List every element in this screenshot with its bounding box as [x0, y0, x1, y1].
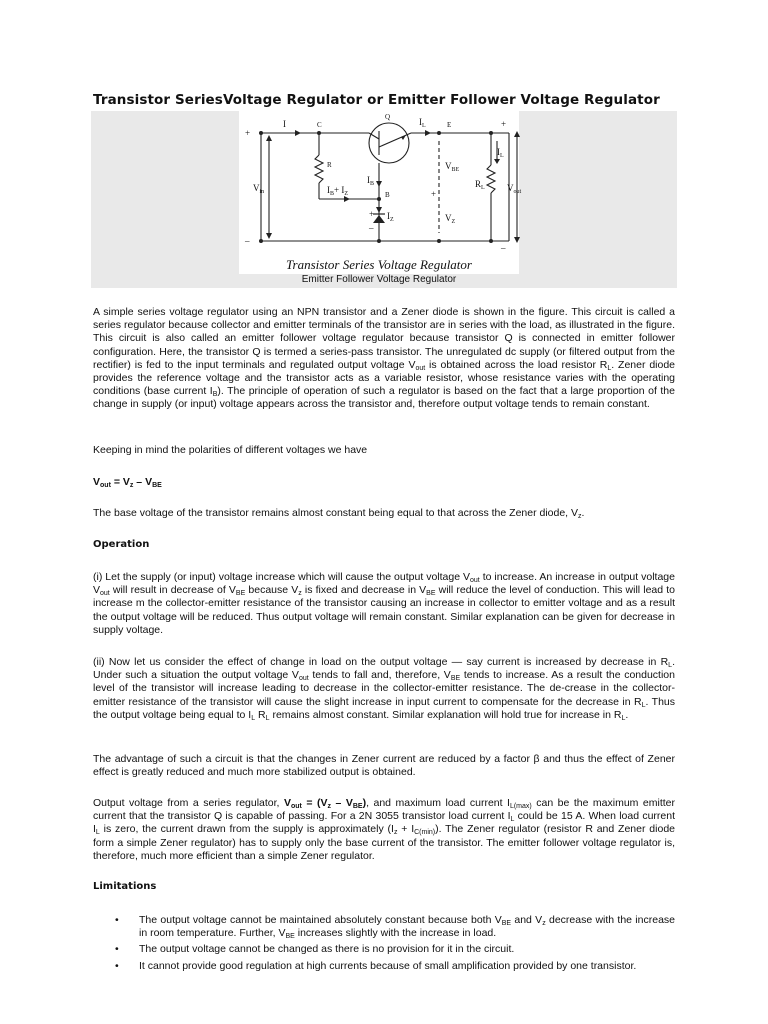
circuit-diagram: [239, 111, 522, 274]
figure-printed-title: Transistor Series Voltage Regulator: [286, 257, 472, 272]
bullet-icon: •: [115, 914, 119, 926]
paragraph-advantage: The advantage of such a circuit is that the changes in Zener current are reduced by a factor β and thus the effect of Zener effect is greatly reduced and much more stabilized output is obtained.: [93, 753, 675, 779]
ib-label: $I_B$: [367, 175, 375, 187]
plus-out-label: +: [501, 119, 507, 129]
i-label: I: [283, 119, 286, 129]
paragraph-base-voltage: The base voltage of the transistor remains almost constant being equal to that across the Zener diode, $V_z$.: [93, 507, 585, 520]
vz-label: $V_Z$: [445, 213, 456, 225]
ib-plus-iz-label: $I_B+ I_Z$: [327, 185, 349, 197]
heading-operation: Operation: [93, 539, 150, 550]
il-top-label: $I_L$: [419, 117, 426, 129]
vin-label: $V_{in}$: [253, 183, 265, 195]
limitations-list: [93, 914, 675, 976]
vout-label: $V_{out}$: [507, 183, 522, 195]
vbe-label: $V_{BE}$: [445, 161, 460, 173]
minus-out-label: –: [501, 243, 506, 253]
rl-label: $R_L$: [475, 179, 485, 191]
il-side-label: $I_L$: [497, 147, 504, 159]
page-title: Transistor SeriesVoltage Regulator or Emitter Follower Voltage Regulator: [93, 92, 660, 108]
minus-z-label: –: [369, 223, 374, 233]
list-item: • It cannot provide good regulation at high currents because of small amplification provided by one transistor.: [115, 959, 637, 972]
paragraph-polarities: Keeping in mind the polarities of different voltages we have: [93, 444, 368, 456]
list-item: • The output voltage cannot be maintained absolutely constant because both $V_{BE}$ and $V_z$ decrease with the increase in room temperature. Further, $V_{BE}$ increases slightly with the increase in load.: [115, 914, 675, 941]
paragraph-intro: A simple series voltage regulator using an NPN transistor and a Zener diode is shown in the figure. This circuit is called a series regulator because collector and emitter terminals of the transistor are in series with the load, as illustrated in the figure. This circuit is also called an emitter follower voltage regulator because transistor Q is connected in emitter follower configuration. Here, the transistor Q is termed a series-pass transistor. The unregulated dc supply (or filtered output from the rectifier) is fed to the input terminals and regulated output voltage $V_{out}$ is obtained across the load resistor $R_L$. Zener diode provides the reference voltage and the transistor acts as a variable resistor, whose resistance varies with the operating conditions (base current $I_B$). The principle of operation of such a regulator is based on the fact that a large proportion of the change in supply (or input) voltage appears across the transistor and, therefore output voltage tends to remain constant.: [93, 306, 676, 411]
e-label: E: [447, 121, 452, 129]
bullet-icon: •: [115, 943, 119, 956]
paragraph-output-voltage: Output voltage from a series regulator, $V_{out} = (V_z - V_{BE})$, and maximum load current $I_{L(max)}$ can be the maximum emitter current that the transistor Q is capable of passing. For a 2N 3055 transistor load current $I_L$ could be 15 A. When load current $I_L$ is zero, the current drawn from the supply is approximately $(I_z + I_{C(min)})$. The Zener regulator (resistor R and Zener diode form a simple Zener regulator) has to supply only the base current of the transistor. The emitter follower voltage regulator is, therefore, much more efficient than a simple Zener regulator.: [93, 797, 675, 862]
paragraph-operation-i: (i) Let the supply (or input) voltage increase which will cause the output voltage $V_{out}$ to increase. An increase in output voltage $V_{out}$ will result in decrease of $V_{BE}$ because $V_z$ is fixed and decrease in $V_{BE}$ will reduce the level of conduction. This will lead to increase m the collector-emitter resistance of the transistor causing an increase in collector to emitter voltage and as a result the output voltage will be reduced. Thus output voltage will remain constant. Similar explanation can be given for decrease in supply voltage.: [93, 571, 675, 636]
circuit-svg: [239, 111, 522, 274]
b-label: B: [385, 191, 390, 199]
bullet-icon: •: [115, 959, 119, 972]
iz-label: $I_Z$: [387, 211, 394, 223]
minus-in-label: –: [245, 236, 250, 246]
plus-in-label: +: [245, 128, 251, 138]
heading-limitations: Limitations: [93, 881, 157, 892]
plus-vbe-label: +: [431, 189, 437, 199]
paragraph-operation-ii: (ii) Now let us consider the effect of change in load on the output voltage — say current is increased by decrease in $R_L$. Under such a situation the output voltage $V_{out}$ tends to fall and, therefore, $V_{BE}$ tends to increase. As a result the conduction level of the transistor will increase leading to decrease in the collector-emitter resistance. The de-crease in the collector-emitter resistance of the transistor will cause the slight increase in input current to compensate for the decrease in $R_L$. Thus the output voltage being equal to $I_L$ $R_L$ remains almost constant. Similar explanation will hold true for increase in $R_L$.: [93, 656, 675, 722]
list-item: • The output voltage cannot be changed as there is no provision for it in the circuit.: [115, 943, 515, 956]
r-label: R: [327, 161, 332, 169]
figure-caption: Emitter Follower Voltage Regulator: [301, 274, 457, 285]
plus-z-label: +: [369, 209, 375, 219]
q-label: Q: [385, 113, 391, 121]
c-label: C: [317, 121, 322, 129]
equation-vout: $V_{out} = V_z - V_{BE}$: [93, 476, 162, 489]
